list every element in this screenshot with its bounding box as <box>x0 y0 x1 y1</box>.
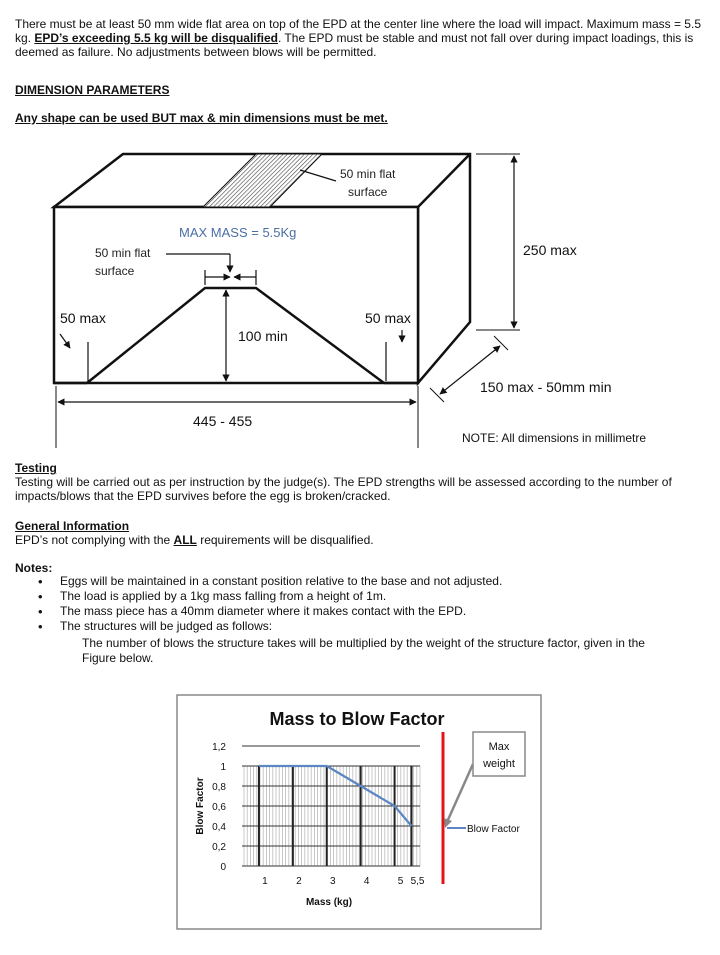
x-tick-label: 1 <box>262 876 268 887</box>
list-item: • The mass piece has a 40mm diameter where it makes contact with the EPD. <box>36 604 696 619</box>
hatched-flat-surface <box>203 154 322 207</box>
testing-section <box>15 461 710 503</box>
depth-label: 150 max - 50mm min <box>480 379 612 395</box>
center-height-label: 100 min <box>238 328 288 344</box>
list-item: • Eggs will be maintained in a constant position relative to the base and not adjusted. <box>36 574 696 589</box>
dimension-heading: DIMENSION PARAMETERS <box>15 83 170 97</box>
general-info-text-after: requirements will be disqualified. <box>196 533 374 547</box>
list-item: • The structures will be judged as follows: <box>36 619 696 634</box>
x-tick-label: 5,5 <box>410 876 425 887</box>
front-flat-label-2: surface <box>95 264 135 278</box>
top-flat-label-2: surface <box>348 185 388 199</box>
legend-label: Blow Factor <box>467 824 520 835</box>
intro-paragraph <box>15 17 705 59</box>
intro-text-before: There must be at least 50 mm wide flat area on top of the EPD at the center line where the load will impact. Maximum mass = 5.5 kg. <box>15 17 701 45</box>
mass-to-blow-factor-chart <box>176 694 542 930</box>
testing-text: Testing will be carried out as per instruction by the judge(s). The EPD strengths will be assessed according to the number of impacts/blows that the EPD survives before the egg is broken/cracked. <box>15 475 672 503</box>
height-label: 250 max <box>523 242 577 258</box>
disqualification-rule: EPD’s exceeding 5.5 kg will be disqualified <box>34 31 278 45</box>
x-tick-label: 3 <box>329 876 336 887</box>
max-weight-label-2: weight <box>483 758 515 770</box>
general-info-heading: General Information <box>15 519 130 533</box>
y-tick-label: 0 <box>220 862 226 873</box>
list-item: • The load is applied by a 1kg mass falling from a height of 1m. <box>36 589 696 604</box>
general-info-text-before: EPD’s not complying with the <box>15 533 174 547</box>
y-tick-label: 1 <box>220 762 226 773</box>
notes-list <box>36 574 696 634</box>
y-tick-label: 1,2 <box>212 742 226 753</box>
units-note: NOTE: All dimensions in millimetre <box>462 431 647 445</box>
max-mass-label: MAX MASS = 5.5Kg <box>179 225 297 240</box>
front-flat-label-1: 50 min flat <box>95 246 151 260</box>
top-flat-label-1: 50 min flat <box>340 167 396 181</box>
y-tick-label: 0,2 <box>212 842 226 853</box>
testing-heading: Testing <box>15 461 57 475</box>
intro-text-after: . The EPD must be stable and must not fall over during impact loadings, this is deemed as failure. No adjustments between blows will be permitted. <box>15 31 694 59</box>
y-axis-label: Blow Factor <box>195 777 206 835</box>
left-50-label: 50 max <box>60 310 106 326</box>
chart-title: Mass to Blow Factor <box>269 709 445 729</box>
general-info-section <box>15 519 705 547</box>
x-tick-label: 4 <box>363 876 370 887</box>
shape-note: Any shape can be used BUT max & min dimensions must be met. <box>15 111 388 125</box>
y-tick-label: 0,8 <box>212 782 226 793</box>
width-label: 445 - 455 <box>193 413 253 429</box>
dimension-diagram <box>0 140 720 450</box>
judging-explanation: The number of blows the structure takes will be multiplied by the weight of the structure factor, given in the Figure below. <box>82 636 645 665</box>
y-tick-label: 0,4 <box>212 822 226 833</box>
x-axis-label: Mass (kg) <box>305 897 353 908</box>
max-weight-label-1: Max <box>488 741 510 753</box>
y-tick-label: 0,6 <box>212 802 226 813</box>
x-tick-label: 5 <box>397 876 404 887</box>
notes-heading: Notes: <box>15 561 53 575</box>
x-tick-label: 2 <box>296 876 302 887</box>
right-50-label: 50 max <box>365 310 411 326</box>
general-info-emphasis: ALL <box>173 533 197 547</box>
